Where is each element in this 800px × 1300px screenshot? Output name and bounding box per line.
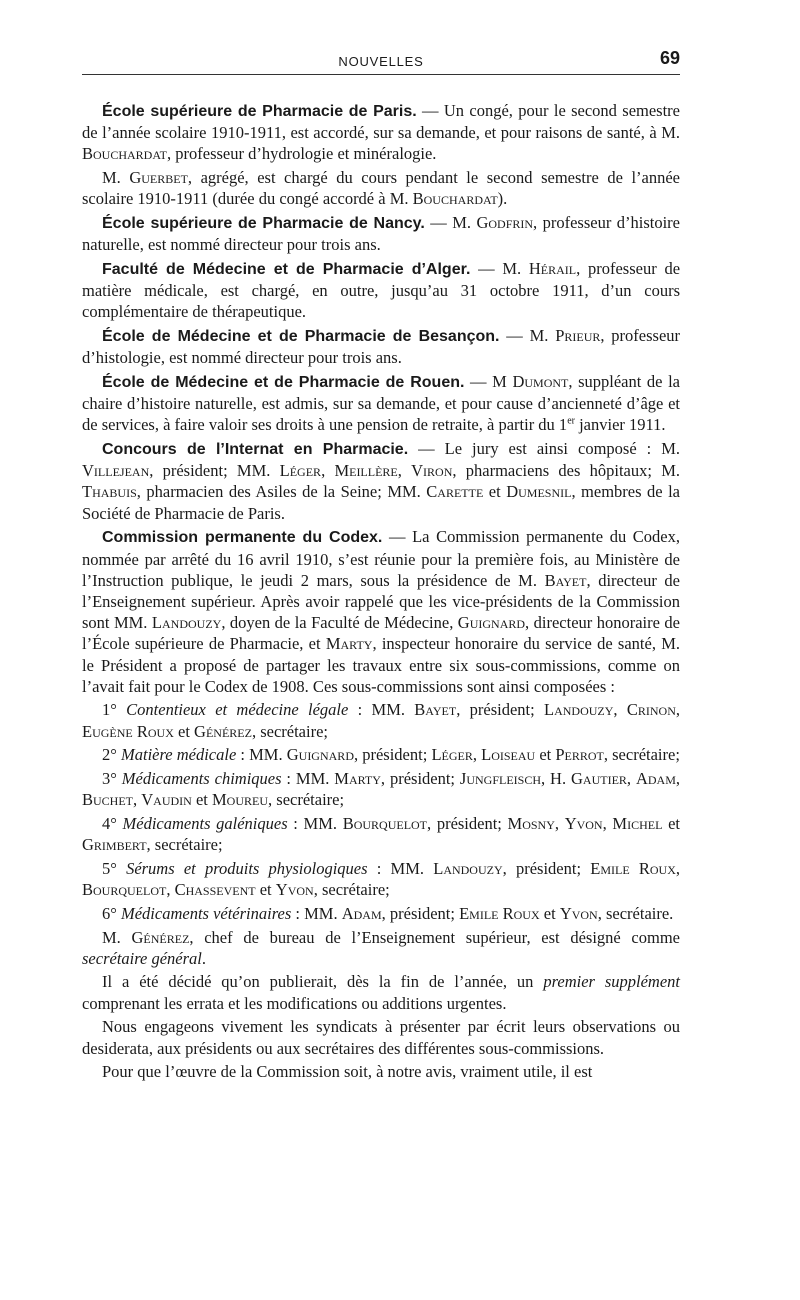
text-run: , secrétaire. <box>597 903 674 923</box>
article-body <box>82 100 680 1085</box>
person-name: Eugène Roux <box>82 721 174 741</box>
page-header <box>82 48 680 75</box>
paragraph <box>82 100 680 165</box>
person-name: Godfrin <box>476 213 534 233</box>
text-run: , inspecteur honoraire du service de santé, M. le Président a proposé de partager les travaux entre six sous-commissions, comme on l’avait fait pour le Codex de 1908. Ces sous-commissions sont ainsi composées : <box>82 634 680 696</box>
paragraph <box>82 167 680 209</box>
text-run: , directeur honoraire de l’École supérieure de Pharmacie, et <box>82 613 680 654</box>
person-name: Bouchardat <box>412 189 498 209</box>
paragraph <box>82 325 680 368</box>
person-name: Marty <box>325 634 373 654</box>
text-run: janvier 1911. <box>574 415 666 435</box>
person-name: Guignard <box>457 613 526 633</box>
paragraph <box>82 371 680 436</box>
paragraph <box>82 699 680 741</box>
paragraph <box>82 768 680 810</box>
text-run: , secrétaire; <box>268 790 345 810</box>
person-name: Dumesnil <box>506 482 572 502</box>
person-name: Thabuis <box>82 482 137 502</box>
text-run: , président; <box>381 903 460 923</box>
person-name: Landouzy <box>433 858 503 878</box>
person-name: Vaudin <box>141 790 192 810</box>
person-name: Moureu <box>212 790 269 810</box>
person-name: Mosny <box>507 814 555 833</box>
text-run: , secrétaire; <box>251 721 328 741</box>
italic-text: Médicaments galéniques <box>122 814 288 833</box>
section-heading: École de Médecine et de Pharmacie de Besançon. <box>102 328 500 346</box>
italic-text: Sérums et produits physiologiques <box>126 858 368 878</box>
person-name: Marty <box>334 769 381 789</box>
paragraph <box>82 903 680 924</box>
text-run: , suppléant de la chaire d’histoire naturelle, est admis, sur sa demande, et pour cause d’ancienneté d’âge et de services, à faire valoir ses droits à une pension de retraite, à partir du 1 <box>82 371 681 435</box>
paragraph <box>82 212 680 255</box>
text-run: — Le jury est ainsi composé : M. <box>408 439 680 459</box>
text-run: , pharmacien des Asiles de la Seine; MM. <box>136 482 427 502</box>
text-run: , <box>626 769 636 789</box>
text-run: , chef de bureau de l’Enseignement supérieur, est désigné comme <box>189 927 680 947</box>
person-name: Bayet <box>544 570 587 590</box>
person-name: Léger <box>279 461 322 481</box>
text-run: Il a été décidé qu’on publierait, dès la fin de l’année, un <box>102 972 544 992</box>
person-name: Buchet <box>82 790 134 810</box>
text-run: et <box>255 880 276 900</box>
text-run: et <box>483 482 507 502</box>
person-name: Yvon <box>559 903 598 923</box>
person-name: Viron <box>411 461 453 481</box>
text-run: , <box>602 814 613 833</box>
italic-text: Contentieux et médecine légale <box>126 700 349 720</box>
superscript: er <box>567 415 575 427</box>
paragraph <box>82 744 680 765</box>
person-name: Carette <box>426 482 484 502</box>
text-run: , secrétaire; <box>603 745 680 765</box>
section-heading: École supérieure de Pharmacie de Paris. <box>102 103 417 120</box>
text-run: — M <box>464 371 513 391</box>
italic-text: secrétaire général <box>82 948 202 968</box>
text-run: , <box>166 880 175 900</box>
person-name: Générez <box>131 927 190 947</box>
text-run: M. <box>102 927 132 947</box>
text-run: , <box>554 814 565 833</box>
text-run: , président; <box>427 814 508 833</box>
paragraph <box>82 258 680 323</box>
paragraph <box>82 971 680 1013</box>
person-name: Prieur <box>555 326 601 346</box>
text-run: , professeur d’histologie, est nommé directeur pour trois ans. <box>82 326 681 368</box>
text-run: , <box>613 700 627 720</box>
person-name: Adam <box>341 903 382 923</box>
text-run: : MM. <box>281 769 335 789</box>
section-heading: École supérieure de Pharmacie de Nancy. <box>102 215 425 233</box>
text-run: et <box>662 814 680 833</box>
text-run: , H. <box>541 769 571 789</box>
text-run: , secrétaire; <box>313 880 390 900</box>
paragraph <box>82 526 680 697</box>
text-run: et <box>173 721 195 741</box>
text-run: , <box>133 790 142 810</box>
text-run: , <box>397 461 412 481</box>
paragraph <box>82 438 680 524</box>
paragraph <box>82 1061 680 1082</box>
page-number: 69 <box>659 48 680 68</box>
text-run: et <box>535 745 556 765</box>
text-run: — M. <box>499 326 556 346</box>
text-run: ). <box>497 189 508 209</box>
text-run: , <box>472 745 482 765</box>
text-run: , professeur de matière médicale, est chargé, en outre, jusqu’au 31 octobre 1911, d’un cours complémentaire de thérapeutique. <box>82 258 681 322</box>
text-run: , président; <box>353 745 432 765</box>
person-name: Yvon <box>275 880 314 900</box>
person-name: Bourquelot <box>82 880 167 900</box>
text-run: 1° <box>102 700 127 720</box>
text-run: Nous engageons vivement les syndicats à présenter par écrit leurs observations ou desiderata, aux présidents ou aux secrétaires des différentes sous-commissions. <box>82 1017 680 1058</box>
text-run: , <box>675 700 680 720</box>
text-run: : MM. <box>287 814 343 833</box>
person-name: Grimbert <box>82 835 147 855</box>
text-run: — Un congé, pour le second semestre de l’année scolaire 1910-1911, est accordé, sur sa demande, et pour raisons de santé, à M. <box>82 101 681 143</box>
person-name: Yvon <box>564 814 603 833</box>
paragraph <box>82 1016 680 1058</box>
person-name: Bouchardat <box>82 144 168 164</box>
italic-text: premier supplément <box>543 972 681 992</box>
person-name: Emile Roux <box>459 903 540 923</box>
text-run: 5° <box>102 858 127 878</box>
running-head: NOUVELLES <box>338 54 424 69</box>
person-name: Villejean <box>82 461 150 481</box>
text-run: , <box>321 461 335 481</box>
text-run: . <box>201 948 207 968</box>
person-name: Loiseau <box>481 745 536 765</box>
person-name: Gautier <box>571 769 627 789</box>
text-run: , directeur de l’Enseignement supérieur. Après avoir rappelé que les vice-présidents de la Commission sont MM. <box>82 570 680 633</box>
text-run: , membres de la Société de Pharmacie de Paris. <box>82 482 680 523</box>
text-run: , président; <box>380 769 460 789</box>
section-heading: Commission permanente du Codex. <box>102 529 383 547</box>
person-name: Guignard <box>286 745 354 765</box>
paragraph <box>82 813 680 855</box>
text-run: 2° <box>102 745 121 765</box>
person-name: Landouzy <box>151 613 222 633</box>
person-name: Landouzy <box>544 700 614 720</box>
text-run: , président; <box>456 700 545 720</box>
section-heading: Faculté de Médecine et de Pharmacie d’Alger. <box>102 260 471 278</box>
text-run: 6° <box>102 903 121 923</box>
text-run: , secrétaire; <box>146 835 223 855</box>
text-run: Pour que l’œuvre de la Commission soit, à notre avis, vraiment utile, il est <box>102 1062 593 1082</box>
text-run: — M. <box>470 258 529 278</box>
person-name: Hérail <box>528 258 577 278</box>
person-name: Crinon <box>626 700 676 720</box>
text-run: : MM. <box>236 745 287 765</box>
person-name: Léger <box>431 745 473 765</box>
person-name: Perrot <box>555 745 604 765</box>
text-run: , doyen de la Faculté de Médecine, <box>221 613 458 633</box>
italic-text: Médicaments vétérinaires <box>120 903 292 923</box>
person-name: Chassevent <box>174 880 256 900</box>
text-run: 4° <box>102 814 123 833</box>
text-run: , président; MM. <box>149 461 280 481</box>
text-run: : MM. <box>291 903 342 923</box>
text-run: : MM. <box>348 700 415 720</box>
person-name: Adam <box>635 769 676 789</box>
italic-text: Médicaments chimiques <box>121 769 282 789</box>
paragraph <box>82 858 680 900</box>
text-run: , <box>675 858 680 878</box>
text-run: 3° <box>102 769 122 789</box>
person-name: Michel <box>612 814 663 833</box>
section-heading: Concours de l’Internat en Pharmacie. <box>102 441 409 459</box>
text-run: , professeur d’hydrologie et minéralogie. <box>167 144 437 164</box>
person-name: Dumont <box>512 371 569 391</box>
text-run: : MM. <box>367 858 434 878</box>
text-run: , professeur d’histoire naturelle, est nommé directeur pour trois ans. <box>82 213 681 255</box>
text-run: comprenant les errata et les modifications ou additions urgentes. <box>82 993 507 1013</box>
text-run: et <box>539 903 560 923</box>
text-run: , agrégé, est chargé du cours pendant le second semestre de l’année scolaire 1910-1911 (durée du congé accordé à M. <box>82 168 680 209</box>
text-run: M. <box>102 168 130 188</box>
text-run: , pharmaciens des hôpitaux; M. <box>452 461 680 481</box>
person-name: Emile Roux <box>590 858 676 878</box>
person-name: Générez <box>194 721 252 741</box>
text-run: , président; <box>502 858 591 878</box>
person-name: Bayet <box>414 700 457 720</box>
text-run: , <box>675 769 680 789</box>
text-run: et <box>191 790 213 810</box>
person-name: Bourquelot <box>342 814 428 833</box>
text-run: — La Commission permanente du Codex, nommée par arrêté du 16 avril 1910, s’est réunie pour la première fois, au Ministère de l’Instruction publique, le jeudi 2 mars, sous la présidence de M. <box>82 527 680 590</box>
person-name: Meillère <box>334 461 398 481</box>
text-run: — M. <box>424 213 477 233</box>
italic-text: Matière médicale <box>120 745 237 765</box>
section-heading: École de Médecine et de Pharmacie de Rouen. <box>102 373 465 391</box>
paragraph <box>82 927 680 969</box>
person-name: Jungfleisch <box>459 769 542 789</box>
person-name: Guerbet <box>129 168 188 188</box>
